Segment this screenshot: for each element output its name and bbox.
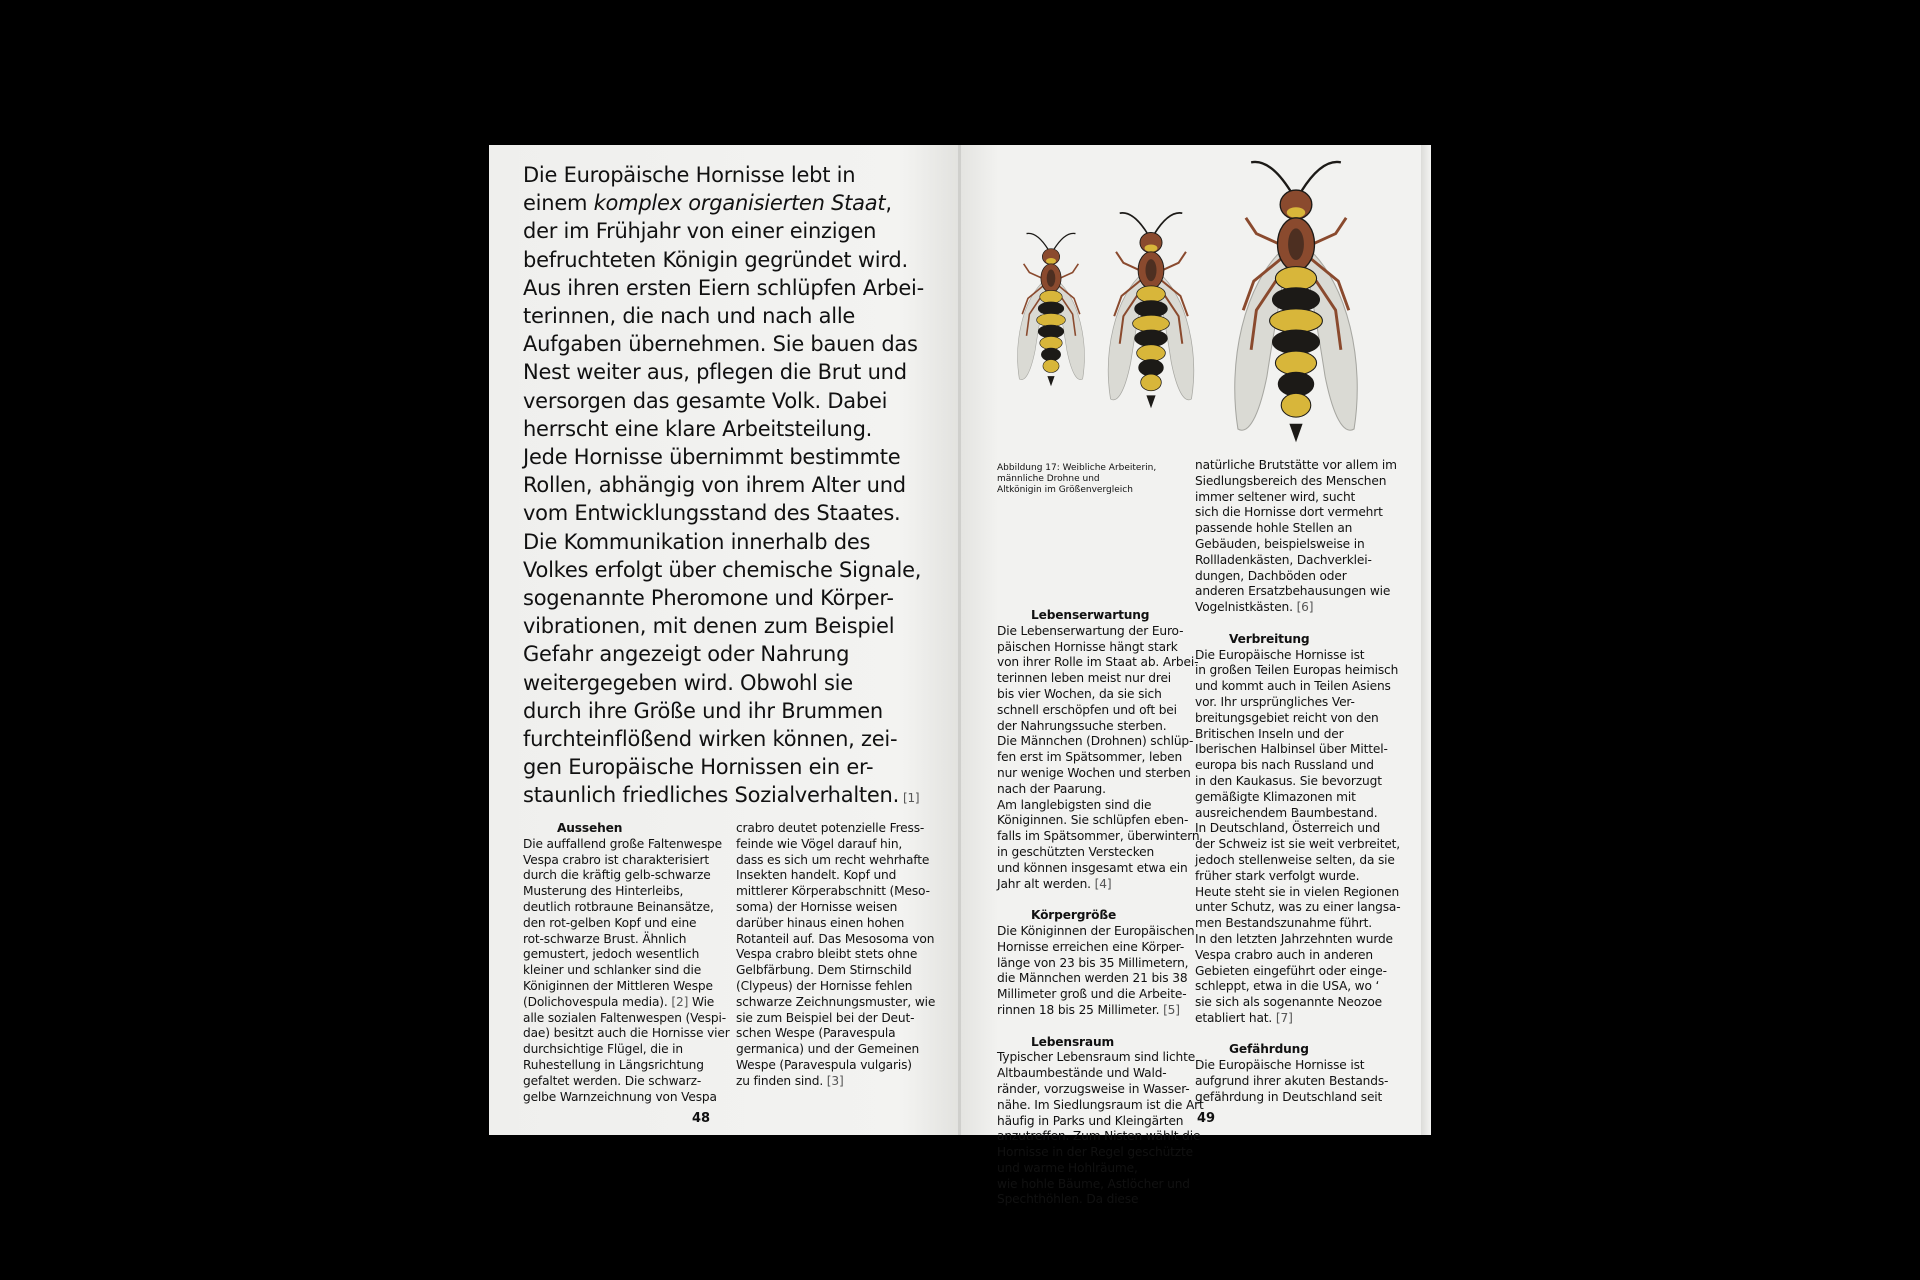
antenna-right bbox=[1054, 233, 1076, 249]
caption-line: Altkönigin im Größenvergleich bbox=[997, 485, 1133, 495]
text-line: Britischen Inseln und der bbox=[1195, 726, 1344, 741]
thorax-marking bbox=[1047, 270, 1056, 287]
citation: [6] bbox=[1296, 600, 1314, 615]
thorax-marking bbox=[1145, 259, 1156, 281]
intro-line: Aus ihren ersten Eiern schlüpfen Arbei- bbox=[523, 275, 924, 300]
text-line: aufgrund ihrer akuten Bestands- bbox=[1195, 1074, 1389, 1089]
worker-hornet bbox=[1018, 233, 1085, 386]
text-line: Rollladenkästen, Dachverklei- bbox=[1195, 552, 1372, 567]
text-line: der Schweiz ist sie weit verbreitet, bbox=[1195, 837, 1401, 852]
text-line: Die Europäische Hornisse ist bbox=[1195, 647, 1365, 662]
text-line: durch die kräftig gelb-schwarze bbox=[523, 868, 711, 883]
text-line: rinnen 18 bis 25 Millimeter. [5] bbox=[997, 1002, 1180, 1017]
text-line: anzutreffen. Zum Nisten wählt die bbox=[997, 1129, 1201, 1144]
booklet-spread bbox=[489, 145, 1431, 1207]
citation: [4] bbox=[1094, 876, 1112, 891]
section-heading-aussehen: Aussehen bbox=[557, 821, 623, 835]
text-line: feinde wie Vögel darauf hin, bbox=[736, 836, 903, 851]
abdomen-segment bbox=[1141, 374, 1162, 391]
text-line: (Clypeus) der Hornisse fehlen bbox=[736, 978, 913, 993]
abdomen-segment bbox=[1273, 288, 1320, 312]
text-line: gelbe Warnzeichnung von Vespa bbox=[523, 1089, 717, 1104]
text-line: Wespe (Paravespula vulgaris) bbox=[736, 1057, 912, 1072]
abdomen-tip bbox=[1047, 376, 1054, 386]
text-line: immer seltener wird, sucht bbox=[1195, 489, 1356, 504]
hornet-face bbox=[1145, 244, 1158, 251]
text-line: und warme Hohlräume, bbox=[997, 1160, 1138, 1175]
citation: [1] bbox=[903, 791, 920, 806]
page-number-right: 49 bbox=[1197, 1111, 1216, 1126]
citation: [3] bbox=[826, 1073, 844, 1088]
page-number-left: 48 bbox=[692, 1111, 711, 1126]
intro-line: einem komplex organisierten Staat, bbox=[523, 191, 892, 216]
text-line: schen Wespe (Paravespula bbox=[736, 1026, 896, 1041]
text-line: länge von 23 bis 35 Millimetern, bbox=[997, 955, 1189, 970]
text-line: wie hohle Bäume, Astlöcher und bbox=[997, 1176, 1190, 1191]
hornet-illustration bbox=[981, 165, 1421, 460]
text-line: schnell erschöpfen und oft bei bbox=[997, 702, 1177, 717]
abdomen-segment bbox=[1038, 302, 1064, 315]
text-line: früher stark verfolgt wurde. bbox=[1195, 868, 1360, 883]
text-line: Vespa crabro bleibt stets ohne bbox=[736, 947, 918, 962]
text-line: schleppt, etwa in die USA, wo ‘ bbox=[1195, 979, 1380, 994]
intro-line: Aufgaben übernehmen. Sie bauen das bbox=[523, 332, 918, 357]
caption-line: männliche Drohne und bbox=[997, 474, 1100, 484]
intro-line: Die Europäische Hornisse lebt in bbox=[523, 163, 856, 187]
text-line: Die Männchen (Drohnen) schlüp- bbox=[997, 734, 1194, 749]
intro-line: furchteinflößend wirken können, zei- bbox=[523, 727, 898, 752]
text-line: gefährdung in Deutschland seit bbox=[1195, 1089, 1383, 1104]
intro-line: sogenannte Pheromone und Körper- bbox=[523, 586, 894, 611]
text-line: mittlerer Körperabschnitt (Meso- bbox=[736, 884, 930, 899]
right-column-2 bbox=[1195, 458, 1401, 1106]
text-line: Typischer Lebensraum sind lichte bbox=[997, 1050, 1196, 1065]
abdomen-tip bbox=[1146, 395, 1155, 408]
intro-line: staunlich friedliches Sozialverhalten. [1] bbox=[523, 783, 920, 808]
text-line: jedoch stellenweise selten, da sie bbox=[1195, 852, 1395, 867]
text-line: Die Europäische Hornisse ist bbox=[1195, 1058, 1365, 1073]
spacer bbox=[1195, 1027, 1395, 1043]
aussehen-column-continued bbox=[736, 821, 946, 1090]
text-line: anderen Ersatzbehausungen wie bbox=[1195, 584, 1391, 599]
antenna-right bbox=[1155, 213, 1183, 234]
intro-line: versorgen das gesamte Volk. Dabei bbox=[523, 388, 888, 413]
abdomen-segment bbox=[1041, 348, 1060, 361]
spacer bbox=[1195, 616, 1395, 632]
text-line: Vespa crabro auch in anderen bbox=[1195, 947, 1373, 962]
text-line: In Deutschland, Österreich und bbox=[1195, 821, 1381, 836]
page-edge bbox=[1421, 145, 1431, 1135]
text-line: Die Lebenserwartung der Euro- bbox=[997, 623, 1184, 638]
text-line: Iberischen Halbinsel über Mittel- bbox=[1195, 742, 1388, 757]
text-line: sich die Hornisse dort vermehrt bbox=[1195, 505, 1383, 520]
text-line: den rot-gelben Kopf und eine bbox=[523, 915, 697, 930]
text-line: passende hohle Stellen an bbox=[1195, 521, 1353, 536]
section-heading-lebenserwartung: Lebenserwartung bbox=[1031, 608, 1150, 622]
text-line: in den Kaukasus. Sie bevorzugt bbox=[1195, 773, 1382, 788]
text-line: bis vier Wochen, da sie sich bbox=[997, 686, 1162, 701]
text-line: ausreichendem Baumbestand. bbox=[1195, 805, 1378, 820]
text-line: Hornisse in der Regel geschützte bbox=[997, 1145, 1194, 1160]
abdomen-segment bbox=[1275, 267, 1316, 291]
queen-hornet bbox=[1235, 162, 1357, 442]
text-line: Heute steht sie in vielen Regionen bbox=[1195, 884, 1400, 899]
text-line: alle sozialen Faltenwespen (Vespi- bbox=[523, 1010, 726, 1025]
text-line: Am langlebigsten sind die bbox=[997, 797, 1152, 812]
text-line: breitungsgebiet reicht von den bbox=[1195, 710, 1379, 725]
abdomen-segment bbox=[1037, 313, 1066, 326]
aussehen-column bbox=[523, 821, 728, 1105]
text-line: (Dolichovespula media). [2] Wie bbox=[523, 994, 715, 1009]
right-column-1 bbox=[997, 608, 1204, 1208]
intro-line: Die Kommunikation innerhalb des bbox=[523, 529, 871, 554]
text-line: durchsichtige Flügel, die in bbox=[523, 1042, 683, 1057]
page-left bbox=[489, 145, 959, 1135]
intro-line: Rollen, abhängig von ihrem Alter und bbox=[523, 473, 906, 498]
abdomen-segment bbox=[1273, 330, 1320, 354]
page-right bbox=[961, 145, 1431, 1207]
text-line: gemäßigte Klimazonen mit bbox=[1195, 789, 1356, 804]
abdomen-segment bbox=[1135, 330, 1168, 347]
text-line: schwarze Zeichnungsmuster, wie bbox=[736, 994, 936, 1009]
caption-line: Abbildung 17: Weibliche Arbeiterin, bbox=[997, 463, 1157, 473]
intro-line: befruchteten Königin gegründet wird. bbox=[523, 247, 908, 272]
text-line: dass es sich um recht wehrhafte bbox=[736, 852, 930, 867]
intro-line: vom Entwicklungsstand des Staates. bbox=[523, 501, 901, 526]
abdomen-segment bbox=[1135, 301, 1168, 318]
intro-line: gen Europäische Hornissen ein er- bbox=[523, 755, 874, 780]
text-line: Ruhestellung in Längsrichtung bbox=[523, 1057, 704, 1072]
text-line: Die auffallend große Faltenwespe bbox=[523, 836, 722, 851]
text-line: in großen Teilen Europas heimisch bbox=[1195, 663, 1399, 678]
abdomen-segment bbox=[1133, 315, 1170, 332]
antenna-left bbox=[1027, 233, 1049, 249]
citation: [7] bbox=[1275, 1010, 1293, 1025]
text-line: deutlich rotbraune Beinansätze, bbox=[523, 899, 714, 914]
hornet-face bbox=[1287, 207, 1305, 218]
intro-line: durch ihre Größe und ihr Brummen bbox=[523, 698, 883, 723]
text-line: natürliche Brutstätte vor allem im bbox=[1195, 458, 1397, 472]
text-line: päischen Hornisse hängt stark bbox=[997, 639, 1178, 654]
text-line: Rotanteil auf. Das Mesosoma von bbox=[736, 931, 935, 946]
abdomen-segment bbox=[1038, 325, 1064, 338]
text-line: Siedlungsbereich des Menschen bbox=[1195, 473, 1387, 488]
citation: [5] bbox=[1163, 1002, 1180, 1017]
text-line: Hornisse erreichen eine Körper- bbox=[997, 939, 1185, 954]
text-line: Millimeter groß und die Arbeite- bbox=[997, 987, 1187, 1002]
abdomen-segment bbox=[1275, 351, 1316, 375]
thorax-marking bbox=[1288, 228, 1304, 260]
text-line: europa bis nach Russland und bbox=[1195, 758, 1374, 773]
text-line: germanica) und der Gemeinen bbox=[736, 1042, 920, 1057]
text-line: Spechthöhlen. Da diese bbox=[997, 1192, 1139, 1207]
intro-line: terinnen, die nach und nach alle bbox=[523, 304, 856, 329]
text-line: dungen, Dachböden oder bbox=[1195, 568, 1347, 583]
text-line: Gebäuden, beispielsweise in bbox=[1195, 536, 1365, 551]
text-line: in geschützten Verstecken bbox=[997, 844, 1155, 859]
hornet-face bbox=[1046, 258, 1056, 264]
text-line: crabro deutet potenzielle Fress- bbox=[736, 821, 925, 835]
section-heading-gefaehrdung: Gefährdung bbox=[1229, 1042, 1309, 1057]
abdomen-segment bbox=[1278, 372, 1313, 396]
intro-line: Gefahr angezeigt oder Nahrung bbox=[523, 642, 850, 667]
abdomen-segment bbox=[1270, 309, 1323, 333]
text-line: fen erst im Spätsommer, leben bbox=[997, 750, 1183, 765]
intro-line: der im Frühjahr von einer einzigen bbox=[523, 219, 877, 244]
intro-line: herrscht eine klare Arbeitsteilung. bbox=[523, 416, 873, 441]
citation: [2] bbox=[671, 994, 689, 1009]
text-line: sie sich als sogenannte Neozoe bbox=[1195, 995, 1382, 1010]
abdomen-segment bbox=[1139, 359, 1164, 376]
text-line: vor. Ihr ursprüngliches Ver- bbox=[1195, 694, 1355, 709]
text-line: sie zum Beispiel bei der Deut- bbox=[736, 1010, 915, 1025]
text-line: nach der Paarung. bbox=[997, 781, 1106, 796]
text-line: Insekten handelt. Kopf und bbox=[736, 868, 897, 883]
antenna-right bbox=[1301, 162, 1341, 191]
intro-line: weitergegeben wird. Obwohl sie bbox=[523, 670, 853, 695]
spacer bbox=[997, 1019, 1187, 1035]
text-line: etabliert hat. [7] bbox=[1195, 1010, 1293, 1025]
antenna-left bbox=[1251, 162, 1291, 191]
text-line: dae) besitzt auch die Hornisse vier bbox=[523, 1026, 730, 1041]
text-line: Jahr alt werden. [4] bbox=[997, 876, 1112, 891]
abdomen-segment bbox=[1043, 360, 1059, 373]
text-line: von ihrer Rolle im Staat ab. Arbei- bbox=[997, 655, 1199, 670]
abdomen-tip bbox=[1289, 424, 1302, 442]
text-line: Die Königinnen der Europäischen bbox=[997, 923, 1195, 938]
abdomen-segment bbox=[1040, 337, 1062, 350]
text-line: terinnen leben meist nur drei bbox=[997, 671, 1172, 686]
text-line: kleiner und schlanker sind die bbox=[523, 963, 702, 978]
abdomen-segment bbox=[1137, 286, 1166, 303]
abdomen-segment bbox=[1137, 345, 1166, 362]
text-line: Vespa crabro ist charakterisiert bbox=[523, 852, 710, 867]
text-line: Musterung des Hinterleibs, bbox=[523, 884, 684, 899]
text-line: nähe. Im Siedlungsraum ist die Art bbox=[997, 1097, 1204, 1112]
antenna-left bbox=[1120, 213, 1148, 234]
section-heading-koerpergroesse: Körpergröße bbox=[1031, 908, 1117, 923]
text-line: soma) der Hornisse weisen bbox=[736, 899, 898, 914]
intro-line: Jede Hornisse übernimmt bestimmte bbox=[523, 445, 901, 470]
intro-paragraph bbox=[523, 161, 953, 813]
text-line: unter Schutz, was zu einer langsa- bbox=[1195, 900, 1401, 915]
text-line: und können insgesamt etwa ein bbox=[997, 860, 1188, 875]
intro-line: vibrationen, mit denen zum Beispiel bbox=[523, 614, 895, 639]
text-line: Gelbfärbung. Dem Stirnschild bbox=[736, 963, 912, 978]
text-line: gemustert, jedoch wesentlich bbox=[523, 947, 700, 962]
text-line: nur wenige Wochen und sterben bbox=[997, 765, 1191, 780]
intro-line: Nest weiter aus, pflegen die Brut und bbox=[523, 360, 907, 385]
text-line: rot-schwarze Brust. Ähnlich bbox=[523, 931, 687, 946]
text-line: und kommt auch in Teilen Asiens bbox=[1195, 679, 1391, 694]
text-line: zu finden sind. [3] bbox=[736, 1073, 844, 1088]
abdomen-segment bbox=[1281, 393, 1311, 417]
text-line: Altbaumbestände und Wald- bbox=[997, 1066, 1167, 1081]
spacer bbox=[997, 892, 1187, 908]
abdomen-segment bbox=[1040, 290, 1062, 303]
drone-hornet bbox=[1108, 213, 1193, 408]
intro-line: Volkes erfolgt über chemische Signale, bbox=[523, 557, 922, 582]
text-line: häufig in Parks und Kleingärten bbox=[997, 1113, 1184, 1128]
text-line: die Männchen werden 21 bis 38 bbox=[997, 971, 1188, 986]
text-line: Vogelnistkästen. [6] bbox=[1195, 600, 1314, 615]
text-line: falls im Spätsommer, überwintern bbox=[997, 829, 1200, 844]
text-line: Gebieten eingeführt oder einge- bbox=[1195, 963, 1387, 978]
text-line: In den letzten Jahrzehnten wurde bbox=[1195, 931, 1393, 946]
figure-caption bbox=[997, 463, 1187, 496]
text-line: gefaltet werden. Die schwarz- bbox=[523, 1073, 702, 1088]
section-heading-verbreitung: Verbreitung bbox=[1229, 631, 1310, 646]
text-line: der Nahrungssuche sterben. bbox=[997, 718, 1167, 733]
text-line: ränder, vorzugsweise in Wasser- bbox=[997, 1081, 1190, 1096]
text-line: Königinnen. Sie schlüpfen eben- bbox=[997, 813, 1189, 828]
text-line: men Bestandszunahme führt. bbox=[1195, 916, 1373, 931]
text-line: darüber hinaus einen hohen bbox=[736, 915, 905, 930]
text-line: Königinnen der Mittleren Wespe bbox=[523, 978, 713, 993]
section-heading-lebensraum: Lebensraum bbox=[1031, 1034, 1115, 1049]
intro-emphasis: komplex organisierten Staat bbox=[593, 191, 886, 216]
